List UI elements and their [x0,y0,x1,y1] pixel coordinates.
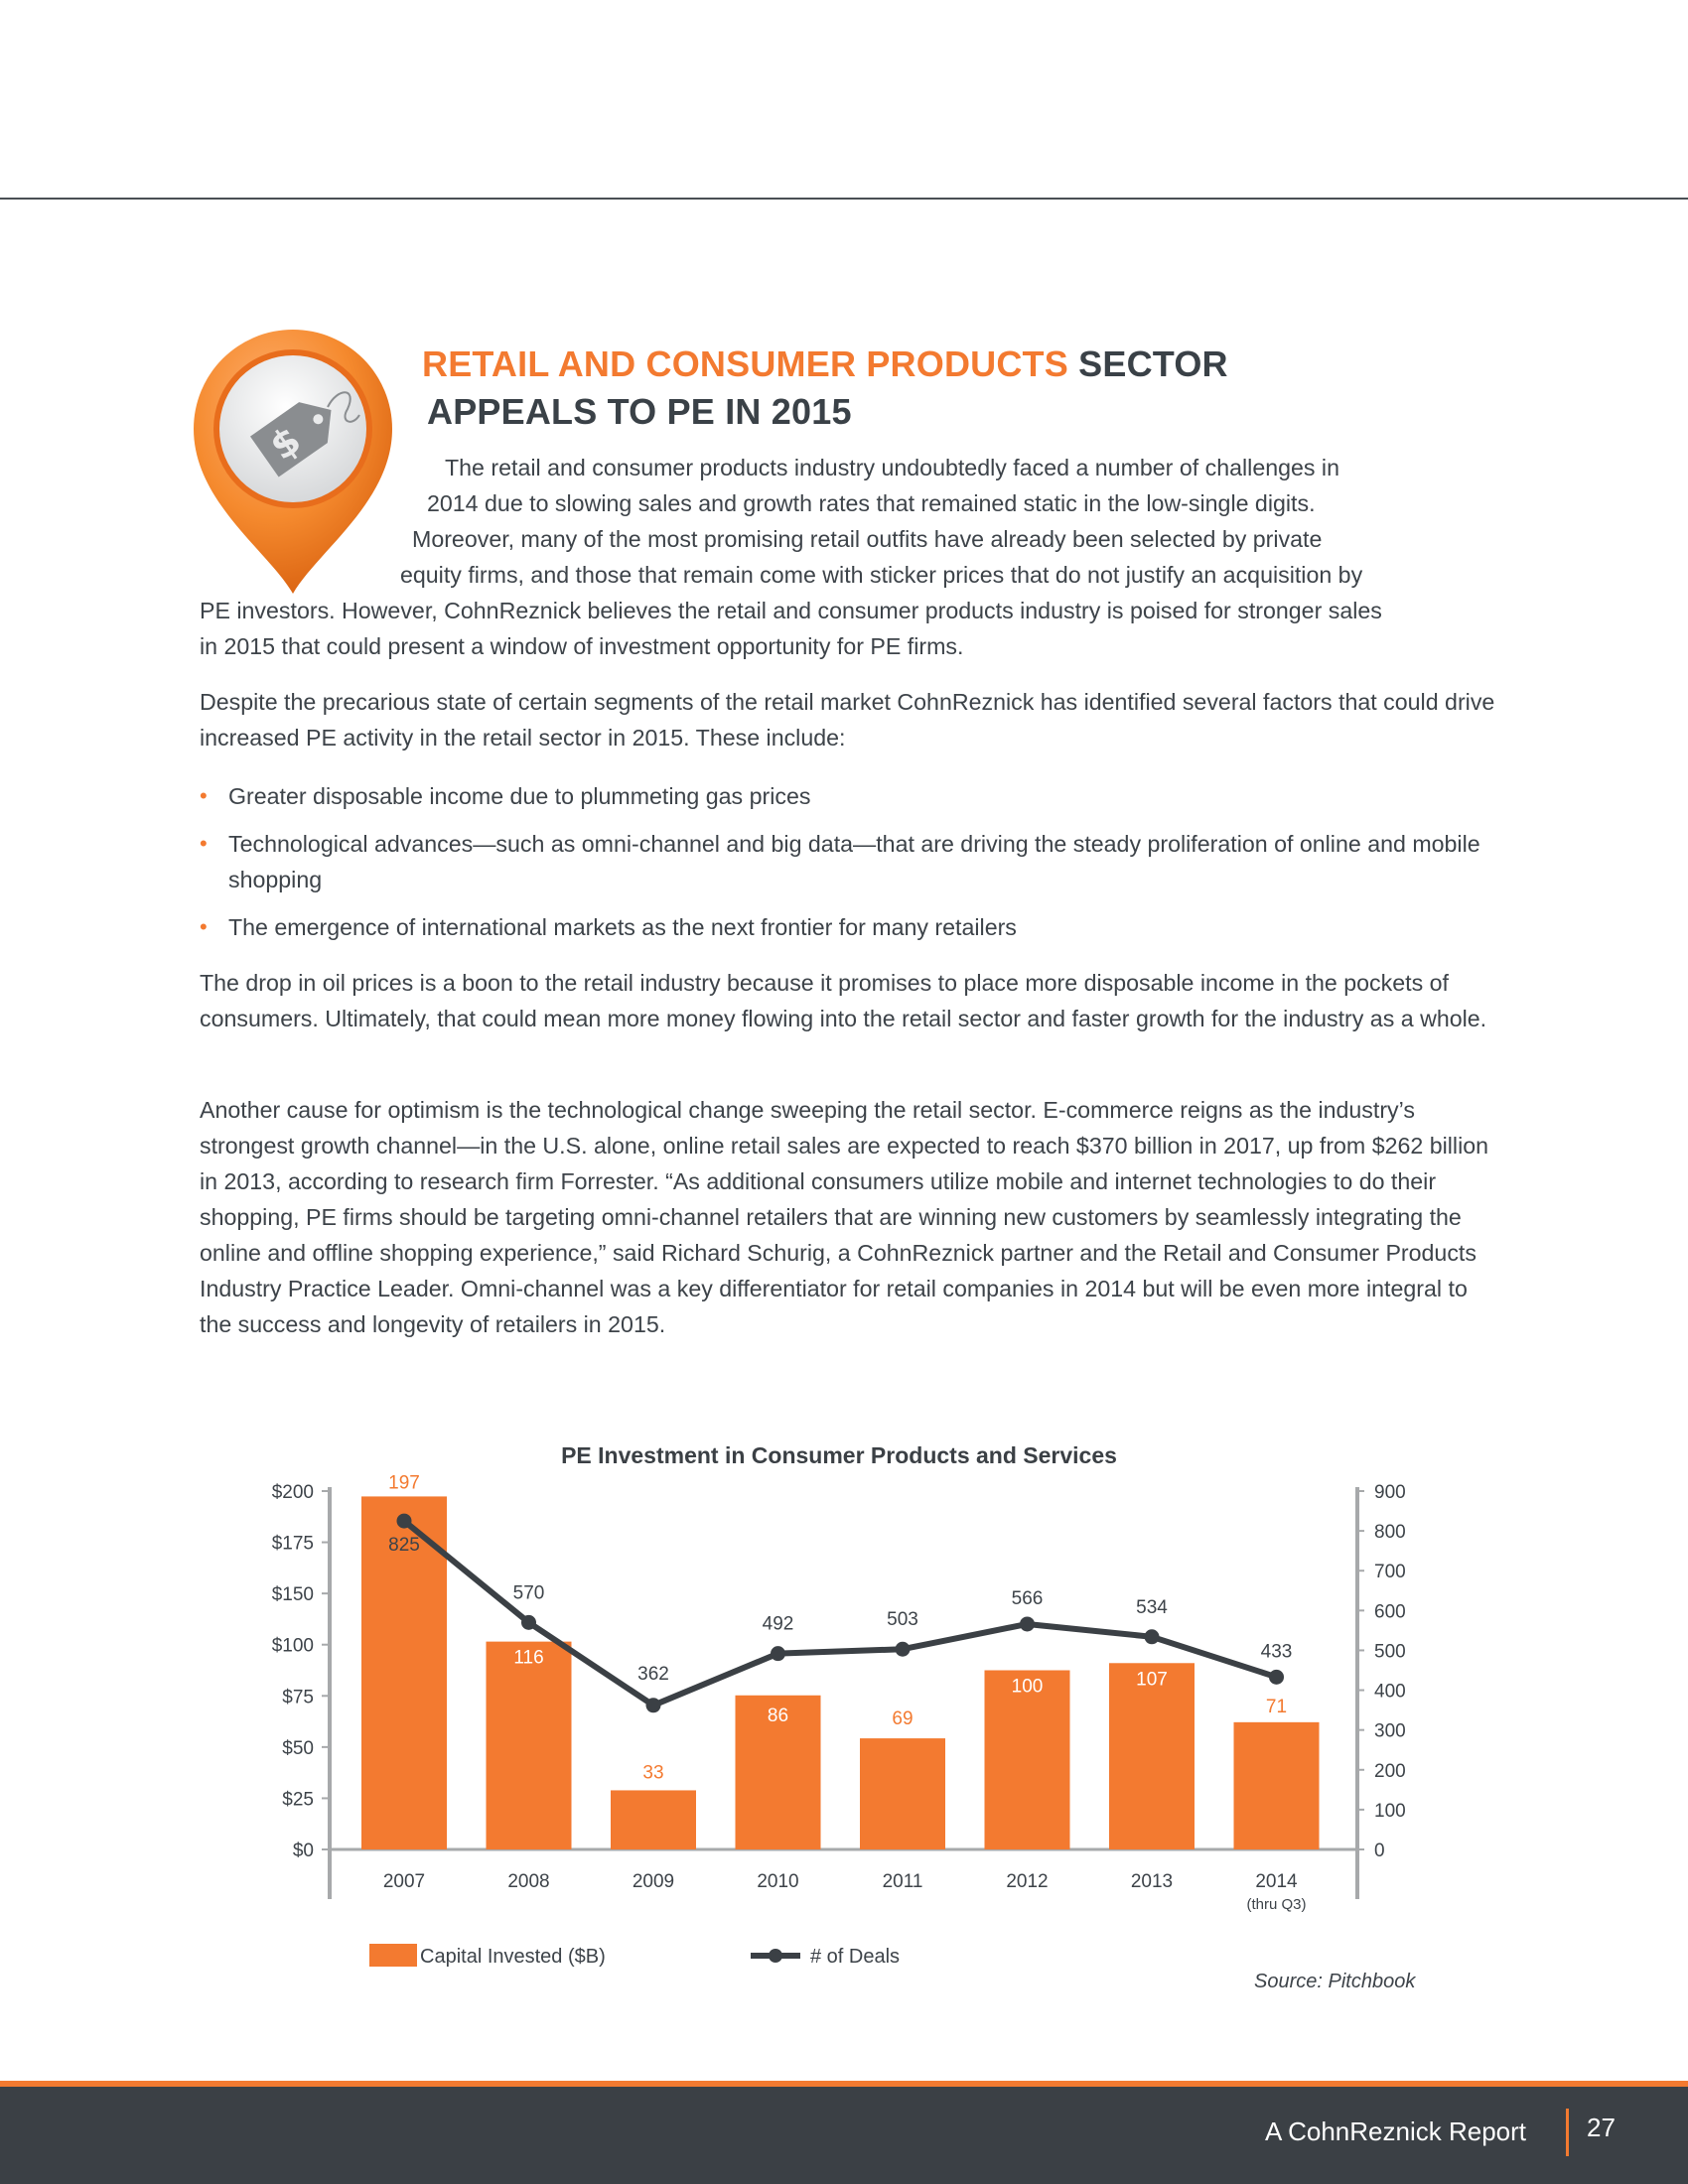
paragraph [200,1092,1500,1342]
heading-dark: SECTOR [1067,343,1228,384]
right-tick-label: 400 [1374,1681,1406,1703]
intro-line: 2014 due to slowing sales and growth rates that remained static in the low-single digits. [427,490,1316,516]
intro-line: Moreover, many of the most promising retail outfits have already been selected by private [412,526,1323,552]
svg-text:$: $ [261,417,309,470]
legend-swatch-bar [369,1944,417,1967]
deals-point [1269,1670,1284,1685]
footer-divider [1566,2109,1569,2156]
bar-value-label: 116 [513,1647,544,1669]
left-tick-label: $25 [282,1789,314,1811]
x-tick-label: 2008 [507,1871,550,1892]
header-rule [0,198,1688,200]
bar-value-label: 100 [1011,1676,1044,1698]
section-heading [422,341,1228,436]
left-tick-label: $150 [271,1584,314,1606]
right-tick-label: 900 [1374,1482,1406,1503]
right-tick-label: 500 [1374,1641,1406,1663]
intro-line: PE investors. However, CohnReznick believes the retail and consumer products industry is poised for stronger sales [200,598,1382,623]
bullet-icon: • [200,783,208,808]
bar [611,1790,696,1849]
deals-value-label: 570 [512,1582,545,1604]
x-tick-label: 2012 [1006,1871,1049,1892]
legend-label-line: # of Deals [810,1946,901,1968]
deals-value-label: 362 [637,1663,669,1685]
page-number: 27 [1587,2113,1616,2142]
intro-line: The retail and consumer products industry undoubtedly faced a number of challenges in [445,455,1339,480]
bar [1109,1663,1195,1849]
deals-point [397,1514,412,1529]
chart-title: PE Investment in Consumer Products and Services [561,1442,1117,1468]
deals-value-label: 534 [1136,1596,1168,1618]
paragraph-text: Despite the precarious state of certain segments of the retail market CohnReznick has identified several factors that could drive increased PE activity in the retail sector in 2015. These include: [200,689,1495,751]
list-item-text: The emergence of international markets as the next frontier for many retailers [228,914,1017,940]
list-item [200,826,1500,897]
deals-value-label: 825 [388,1535,420,1557]
footer-label: A CohnReznick Report [1264,2116,1526,2146]
heading-accent: RETAIL AND CONSUMER PRODUCTS [422,343,1068,384]
bar-value-label: 86 [767,1705,789,1726]
deals-point [1020,1616,1035,1631]
deals-point [771,1646,785,1661]
chart-source: Source: Pitchbook [1254,1971,1416,1992]
x-tick-label: 2011 [882,1871,923,1892]
x-tick-label: 2007 [382,1871,426,1892]
bar-value-label: 71 [1265,1696,1288,1717]
list-item-text: Greater disposable income due to plummeting gas prices [228,783,811,809]
right-tick-label: 700 [1374,1562,1406,1583]
x-tick-label: 2014 [1255,1871,1298,1892]
x-tick-sublabel: (thru Q3) [1246,1896,1307,1913]
right-tick-label: 0 [1374,1841,1385,1861]
deals-point [896,1642,911,1657]
pe-investment-chart [0,1430,1688,2005]
right-tick-label: 200 [1374,1760,1406,1782]
list-item [200,909,1500,945]
left-tick-label: $175 [271,1533,314,1555]
bar [487,1642,572,1849]
legend-label-bar: Capital Invested ($B) [420,1946,606,1968]
deals-value-label: 503 [887,1609,918,1631]
bar-value-label: 107 [1136,1669,1168,1691]
deals-value-label: 433 [1260,1641,1293,1663]
right-tick-label: 800 [1374,1522,1406,1544]
left-tick-label: $200 [271,1482,314,1503]
paragraph-text: The drop in oil prices is a boon to the retail industry because it promises to place more disposable income in the pockets of consumers. Ultimately, that could mean more money flowing into the retail sector and faster growth for the industry as a whole. [200,970,1487,1031]
right-tick-label: 600 [1374,1601,1406,1623]
list-item-text: Technological advances—such as omni-channel and big data—that are driving the steady proliferation of online and mobile shopping [228,831,1480,892]
x-tick-label: 2010 [757,1871,799,1892]
bar [1234,1722,1320,1849]
left-tick-label: $75 [282,1687,314,1708]
paragraph [200,965,1500,1036]
list-item [200,778,1500,814]
right-tick-label: 300 [1374,1720,1406,1742]
deals-value-label: 492 [762,1613,794,1635]
bar-value-label: 33 [642,1762,664,1784]
deals-point [521,1615,536,1630]
bullet-icon: • [200,831,208,856]
right-tick-label: 100 [1374,1800,1406,1822]
deals-point [646,1698,661,1712]
factor-list [200,778,1500,957]
heading-line2: APPEALS TO PE IN 2015 [427,391,852,432]
bar [985,1671,1070,1850]
bar [860,1738,945,1849]
deals-value-label: 566 [1011,1587,1044,1609]
deals-point [1145,1629,1160,1644]
left-tick-label: $100 [271,1635,314,1657]
intro-line: equity firms, and those that remain come with sticker prices that do not justify an acquisition by [400,562,1363,588]
bar-value-label: 69 [892,1708,914,1730]
legend-swatch-point [769,1949,782,1963]
paragraph-text: Another cause for optimism is the technological change sweeping the retail sector. E-commerce reigns as the industry’s strongest growth channel—in the U.S. alone, online retail sales are expected to reach $370 billion in 2017, up from $262 billion in 2013, according to research firm Forrester. “As additional consumers utilize mobile and internet technologies to do their shopping, PE firms should be targeting omni-channel retailers that are winning new customers by seamlessly integrating the online and offline shopping experience,” said Richard Schurig, a CohnReznick partner and the Retail and Consumer Products Industry Practice Leader. Omni-channel was a key differentiator for retail companies in 2014 but will be even more integral to the success and longevity of retailers in 2015. [200,1097,1489,1337]
left-tick-label: $0 [292,1841,314,1861]
paragraph [200,684,1500,755]
footer [0,2087,1688,2184]
bullet-icon: • [200,914,208,939]
x-tick-label: 2009 [632,1871,675,1892]
x-tick-label: 2013 [1130,1871,1174,1892]
bar-value-label: 197 [388,1472,420,1494]
intro-line: in 2015 that could present a window of investment opportunity for PE firms. [200,633,964,659]
left-tick-label: $50 [282,1737,314,1759]
price-tag-pin-icon [189,328,397,596]
